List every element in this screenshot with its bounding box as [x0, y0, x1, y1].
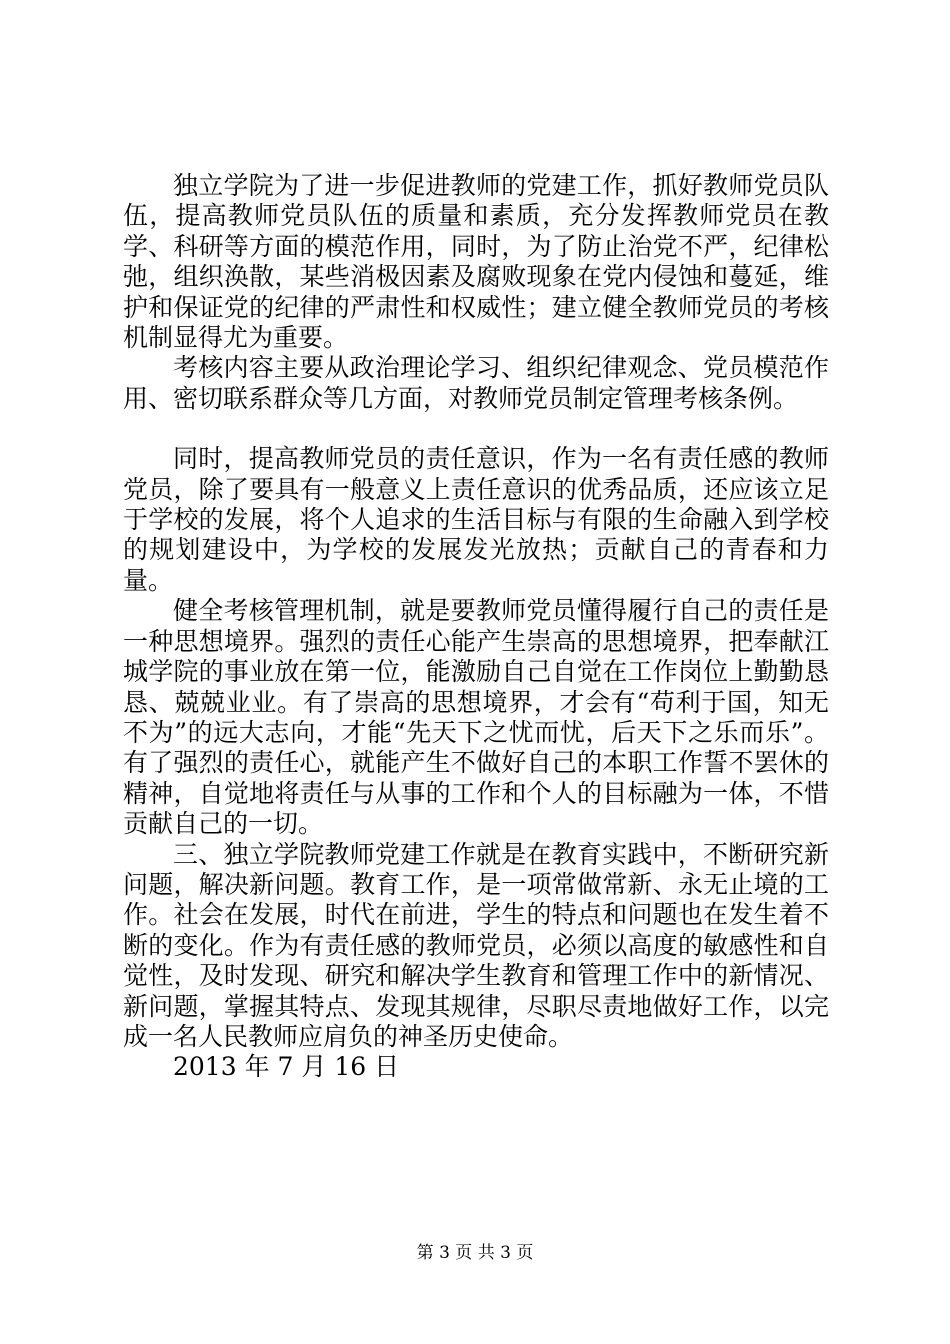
paragraph-section-three: 三、独立学院教师党建工作就是在教育实践中，不断研究新问题，解决新问题。教育工作，是一项常做常新、永无止境的工作。社会在发展，时代在前进，学生的特点和问题也在发生着不断的变化。作为有责任感的教师党员，必须以高度的敏感性和自觉性，及时发现、研究和解决学生教育和管理工作中的新情况、新问题，掌握其特点、发现其规律，尽职尽责地做好工作，以完成一名人民教师应肩负的神圣历史使命。	[123, 839, 829, 1051]
paragraph-mechanism: 健全考核管理机制，就是要教师党员懂得履行自己的责任是一种思想境界。强烈的责任心能产生崇高的思想境界，把奉献江城学院的事业放在第一位，能激励自己自觉在工作岗位上勤勤恳恳、兢兢业业。有了崇高的思想境界，才会有“苟利于国，知无不为”的远大志向，才能“先天下之忧而忧，后天下之乐而乐”。有了强烈的责任心，就能产生不做好自己的本职工作誓不罢休的精神，自觉地将责任与从事的工作和个人的目标融为一体，不惜贡献自己的一切。	[123, 596, 829, 839]
page-footer: 第 3 页 共 3 页	[416, 1243, 534, 1263]
document-date: 2013 年 7 月 16 日	[173, 1052, 400, 1082]
paragraph-responsibility: 同时，提高教师党员的责任意识，作为一名有责任感的教师党员，除了要具有一般意义上责任意识的优秀品质，还应该立足于学校的发展，将个人追求的生活目标与有限的生命融入到学校的规划建设中，为学校的发展发光放热；贡献自己的青春和力量。	[123, 444, 829, 595]
paragraph-intro: 独立学院为了进一步促进教师的党建工作，抓好教师党员队伍，提高教师党员队伍的质量和素质，充分发挥教师党员在教学、科研等方面的模范作用，同时，为了防止治党不严，纪律松弛，组织涣散，某些消极因素及腐败现象在党内侵蚀和蔓延，维护和保证党的纪律的严肃性和权威性；建立健全教师党员的考核机制显得尤为重要。	[123, 171, 829, 353]
paragraph-assessment-content: 考核内容主要从政治理论学习、组织纪律观念、党员模范作用、密切联系群众等几方面，对教师党员制定管理考核条例。	[123, 353, 829, 413]
document-body	[123, 171, 829, 1083]
